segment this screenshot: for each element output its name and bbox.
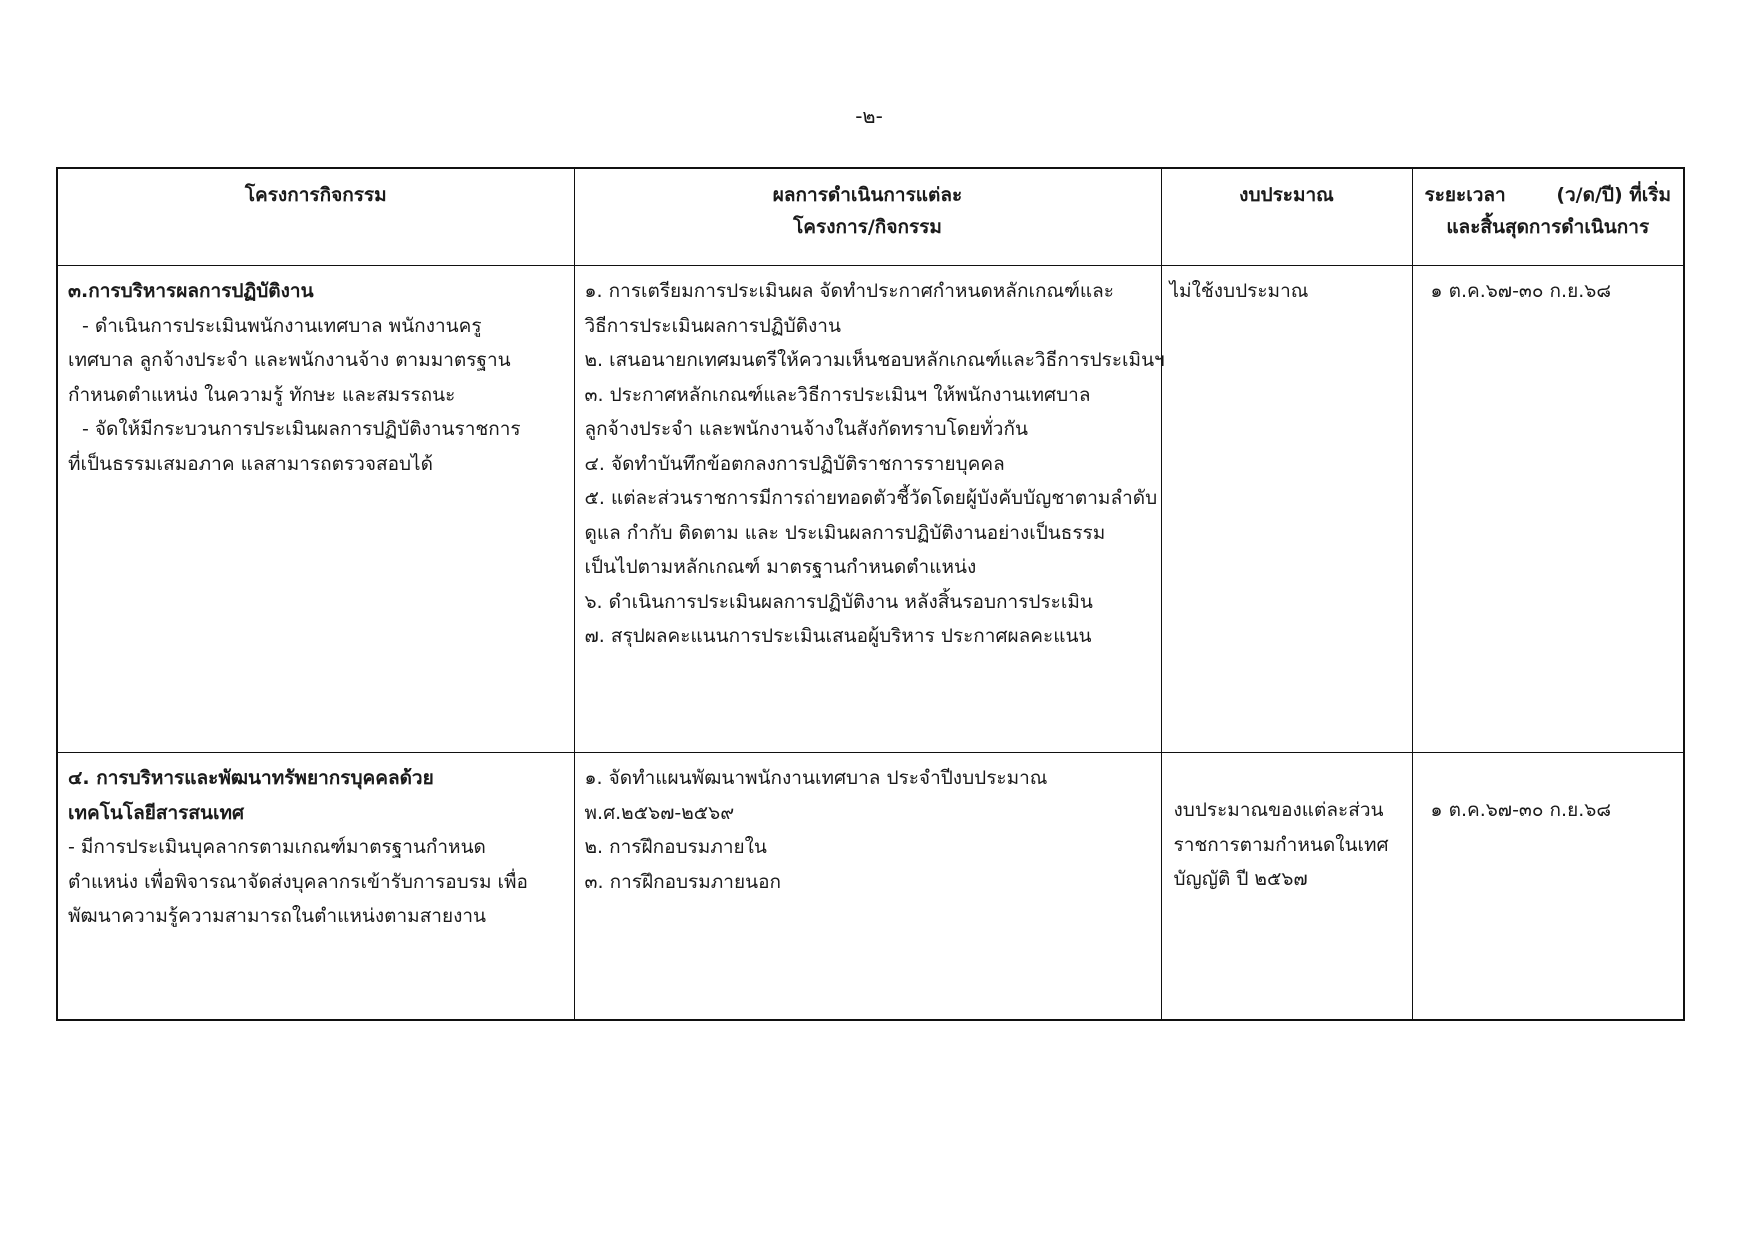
project-line: - ดำเนินการประเมินพนักงานเทศบาล พนักงานครู bbox=[82, 314, 482, 337]
page-number: -๒- bbox=[855, 104, 883, 128]
header-results-line2: โครงการ/กิจกรรม bbox=[793, 216, 942, 238]
results-line: เป็นไปตามหลักเกณฑ์ มาตรฐานกำหนดตำแหน่ง bbox=[584, 556, 977, 578]
budget-line: บัญญัติ ปี ๒๕๖๗ bbox=[1173, 868, 1308, 890]
project-cell bbox=[57, 753, 574, 1021]
header-project-label: โครงการกิจกรรม bbox=[244, 184, 387, 206]
results-line: ๒. การฝึกอบรมภายใน bbox=[584, 836, 767, 858]
results-line: ๖. ดำเนินการประเมินผลการปฏิบัติงาน หลังสิ้นรอบการประเมิน bbox=[584, 590, 1093, 613]
budget-line: ไม่ใช้งบประมาณ bbox=[1169, 280, 1309, 302]
project-line: พัฒนาความรู้ความสามารถในตำแหน่งตามสายงาน bbox=[68, 905, 487, 927]
results-line: วิธีการประเมินผลการปฏิบัติงาน bbox=[584, 314, 841, 337]
header-project bbox=[57, 168, 574, 266]
time-cell bbox=[1412, 266, 1684, 753]
project-cell bbox=[57, 266, 574, 753]
results-line: ๑. การเตรียมการประเมินผล จัดทำประกาศกำหนดหลักเกณฑ์และ bbox=[584, 280, 1114, 302]
results-cell bbox=[574, 266, 1165, 753]
project-title: ๔. การบริหารและพัฒนาทรัพยากรบุคคลด้วย bbox=[68, 767, 434, 789]
results-line: พ.ศ.๒๕๖๗-๒๕๖๙ bbox=[584, 801, 735, 824]
budget-line: งบประมาณของแต่ละส่วน bbox=[1173, 799, 1384, 821]
header-time-line2: และสิ้นสุดการดำเนินการ bbox=[1446, 216, 1650, 238]
results-line: ๕. แต่ละส่วนราชการมีการถ่ายทอดตัวชี้วัดโดยผู้บังคับบัญชาตามลำดับ bbox=[584, 487, 1158, 509]
results-line: ๓. ประกาศหลักเกณฑ์และวิธีการประเมินฯ ให้พนักงานเทศบาล bbox=[584, 383, 1091, 406]
project-title: เทคโนโลยีสารสนเทศ bbox=[68, 801, 245, 824]
budget-cell bbox=[1161, 753, 1412, 1021]
header-results bbox=[574, 168, 1161, 266]
project-title: ๓.การบริหารผลการปฏิบัติงาน bbox=[68, 280, 314, 302]
results-line: ๒. เสนอนายกเทศมนตรีให้ความเห็นชอบหลักเกณฑ์และวิธีการประเมินฯ bbox=[584, 349, 1165, 371]
project-line: กำหนดตำแหน่ง ในความรู้ ทักษะ และสมรรถนะ bbox=[68, 383, 456, 406]
time-value: ๑ ต.ค.๖๗-๓๐ ก.ย.๖๘ bbox=[1430, 799, 1611, 821]
header-budget-label: งบประมาณ bbox=[1239, 184, 1334, 206]
header-results-line1: ผลการดำเนินการแต่ละ bbox=[772, 184, 963, 206]
results-line: ๑. จัดทำแผนพัฒนาพนักงานเทศบาล ประจำปีงบประมาณ bbox=[584, 767, 1048, 789]
header-budget bbox=[1161, 168, 1412, 266]
results-line: ๔. จัดทำบันทึกข้อตกลงการปฏิบัติราชการรายบุคคล bbox=[584, 452, 1005, 475]
project-line: - มีการประเมินบุคลากรตามเกณฑ์มาตรฐานกำหนด bbox=[68, 836, 486, 858]
table-row bbox=[57, 753, 1684, 1021]
activity-table bbox=[56, 167, 1685, 1021]
table-row bbox=[57, 266, 1684, 753]
header-time-right: (ว/ด/ปี) ที่เริ่ม bbox=[1556, 184, 1671, 206]
header-time-left: ระยะเวลา bbox=[1424, 184, 1506, 206]
project-line: - จัดให้มีกระบวนการประเมินผลการปฏิบัติงานราชการ bbox=[82, 418, 521, 440]
budget-line: ราชการตามกำหนดในเทศ bbox=[1173, 833, 1389, 856]
time-value: ๑ ต.ค.๖๗-๓๐ ก.ย.๖๘ bbox=[1430, 280, 1611, 302]
table-header bbox=[57, 168, 1684, 266]
budget-cell bbox=[1161, 266, 1412, 753]
project-line: ตำแหน่ง เพื่อพิจารณาจัดส่งบุคลากรเข้ารับการอบรม เพื่อ bbox=[68, 870, 528, 893]
results-cell bbox=[574, 753, 1161, 1021]
project-line: เทศบาล ลูกจ้างประจำ และพนักงานจ้าง ตามมาตรฐาน bbox=[68, 349, 511, 371]
results-line: ๓. การฝึกอบรมภายนอก bbox=[584, 870, 782, 893]
project-line: ที่เป็นธรรมเสมอภาค แลสามารถตรวจสอบได้ bbox=[68, 452, 433, 475]
results-line: ดูแล กำกับ ติดตาม และ ประเมินผลการปฏิบัติงานอย่างเป็นธรรม bbox=[584, 521, 1106, 544]
time-cell bbox=[1412, 753, 1684, 1021]
results-line: ลูกจ้างประจำ และพนักงานจ้างในสังกัดทราบโดยทั่วกัน bbox=[584, 418, 1028, 440]
results-line: ๗. สรุปผลคะแนนการประเมินเสนอผู้บริหาร ประกาศผลคะแนน bbox=[584, 625, 1092, 647]
header-time bbox=[1412, 168, 1684, 266]
